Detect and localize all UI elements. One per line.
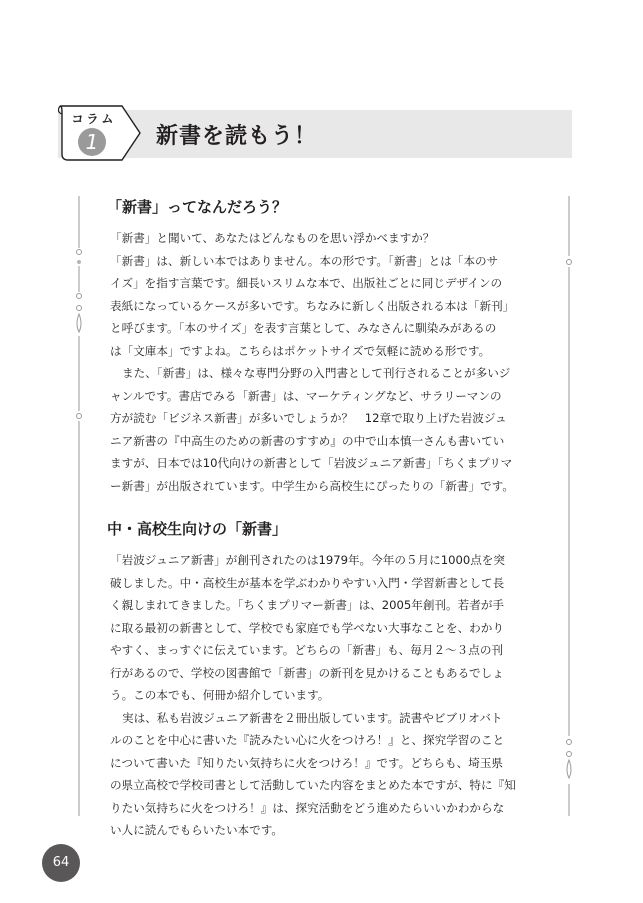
body-line: い人に読んでもらいたい本です。 [110,823,283,837]
body-line: 「新書」と聞いて、あなたはどんなものを思い浮かべますか？ [110,231,435,245]
body-line: 表紙になっているケースが多いです。ちなみに新しく出版される本は「新刊」 [110,298,515,313]
body-line: に取る最初の新書として、学校でも家庭でも学べない大事なことを、わかり [110,620,504,635]
page-number: 64 [42,844,80,882]
column-tag [58,102,144,164]
body-line: は「文庫本」ですよね。こちらはポケットサイズで気軽に読める形です。 [110,343,491,358]
body-line: ー新書」が出版されています。中学生から高校生にぴったりの「新書」です。 [110,478,514,493]
body-line: 「新書」は、新しい本ではありません。本の形です。「新書」とは「本のサ [110,253,499,268]
section-body [110,227,540,497]
column-number-badge: 1 [78,128,106,156]
body-line: う。この本でも、何冊か紹介しています。 [110,688,330,702]
body-line: ニア新書の『中高生のための新書のすすめ』の中で山本慎一さんも書いてい [110,433,505,448]
body-line: と呼びます。「本のサイズ」を表す言葉として、みなさんに馴染みがあるの [110,321,497,335]
body-line: りたい気持ちに火をつけろ！』は、探究活動をどう進めたらいいかわからな [110,800,505,815]
body-line: ャンルです。書店でみる「新書」は、マーケティングなど、サラリーマンの [110,388,502,403]
body-line: 行があるので、学校の図書館で「新書」の新刊を見かけることもあるでしょ [110,665,504,680]
column-body [107,195,540,842]
column-label: コラム [71,112,117,126]
section-body [110,549,540,842]
body-line: 方が読む「ビジネス新書」が多いでしょうか？ 12章で取り上げた岩波ジュ [110,411,507,425]
section-heading: 中・高校生向けの「新書」 [107,520,288,538]
body-line: また、「新書」は、様々な専門分野の入門書として刊行されることが多いジ [122,366,511,380]
body-line: イズ」を指す言葉です。細長いスリムな本で、出版社ごとに同じデザインの [110,276,503,290]
section-heading: 「新書」ってなんだろう？ [107,198,288,216]
body-line: 破しました。中・高校生が基本を学ぶわかりやすい入門・学習新書として長 [110,575,505,590]
body-line: について書いた『知りたい気持ちに火をつけろ！』です。どちらも、埼玉県 [110,755,504,770]
body-line: の県立高校で学校司書として活動していた内容をまとめた本ですが、特に『知 [110,778,516,792]
left-decorative-rail [72,196,86,816]
body-line: 「岩波ジュニア新書」が創刊されたのは1979年。今年の５月に1000点を突 [110,553,505,567]
body-line: ルのことを中心に書いた『読みたい心に火をつけろ！』と、探究学習のこと [110,733,505,747]
body-line: ますが、日本では10代向けの新書として「岩波ジュニア新書」「ちくまプリマ [110,456,513,470]
body-line: く親しまれてきました。「ちくまプリマー新書」は、2005年創刊。若者が手 [110,598,505,612]
right-decorative-rail [562,196,576,816]
body-line: やすく、まっすぐに伝えています。どちらの「新書」も、毎月２～３点の刊 [110,643,504,657]
column-title: 新書を読もう！ [156,124,318,149]
body-line: 実は、私も岩波ジュニア新書を２冊出版しています。読書やビブリオバト [122,710,503,725]
